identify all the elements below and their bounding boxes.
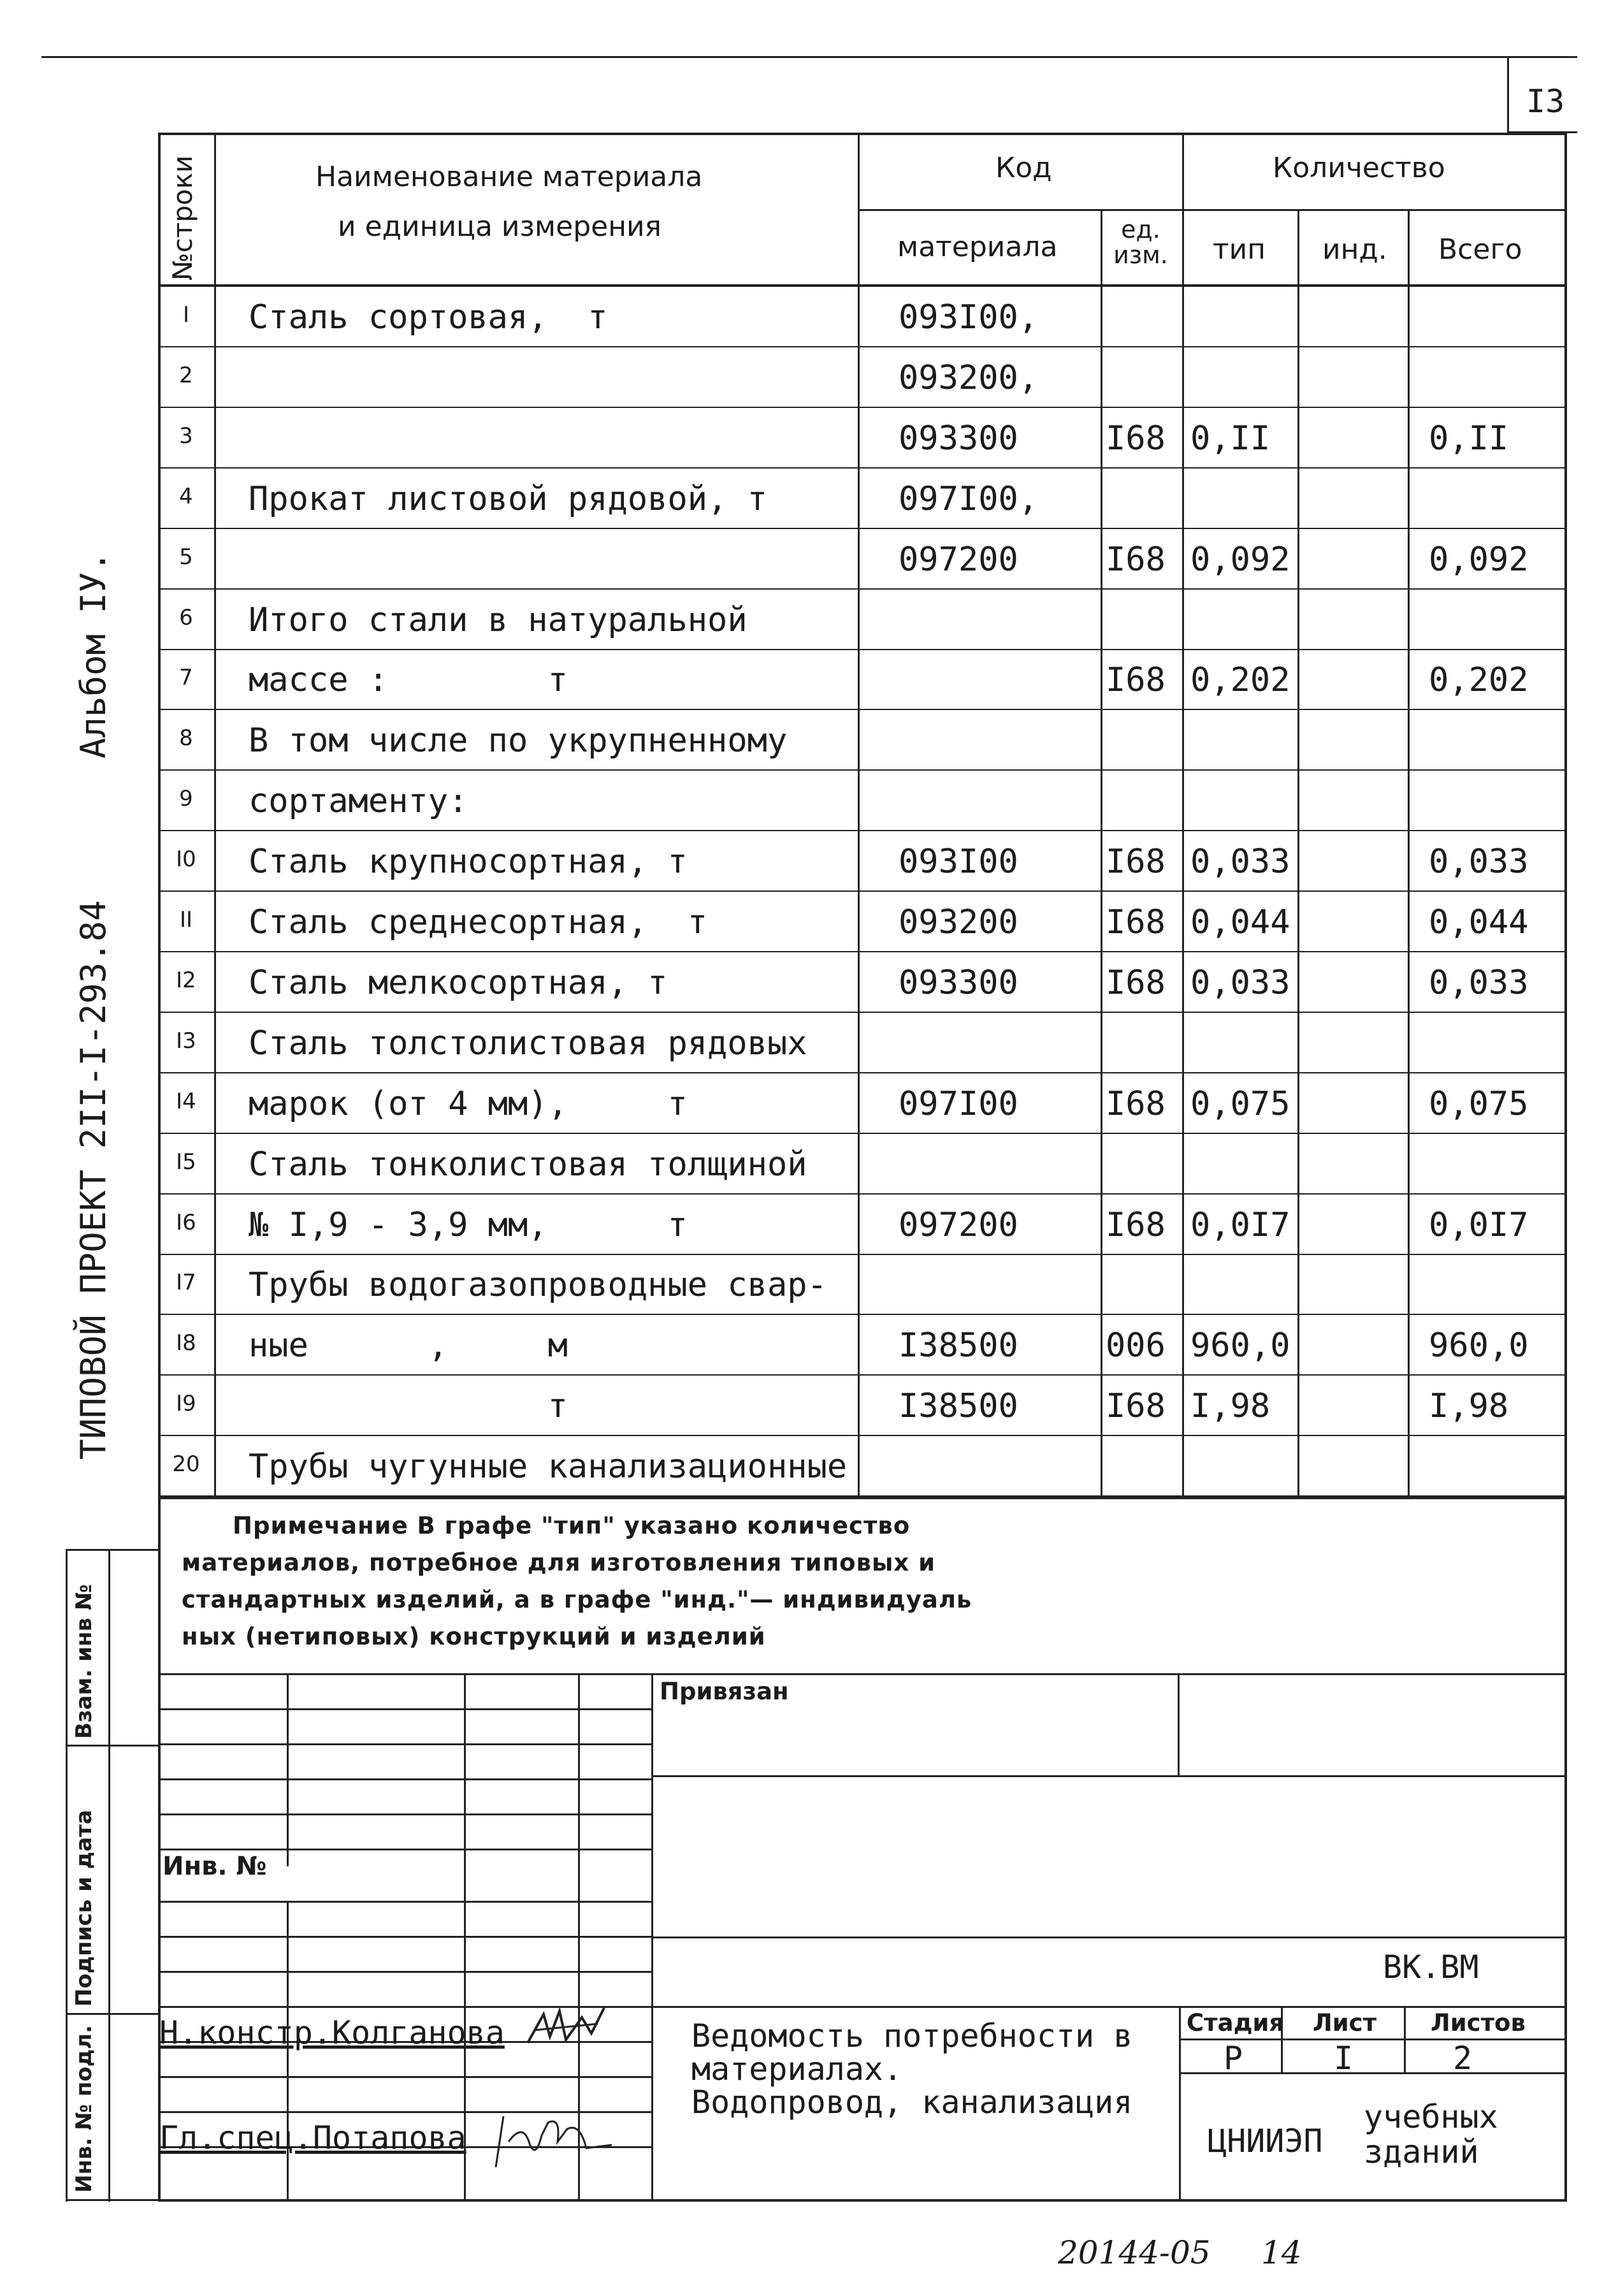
cell-typ: 0,0I7 bbox=[1190, 1206, 1290, 1244]
role-chief-specialist: Гл.спец.Потапова bbox=[159, 2119, 466, 2156]
tb-top bbox=[158, 1673, 1567, 1675]
col-line-material bbox=[1101, 210, 1102, 1499]
ind-subheader: инд. bbox=[1322, 233, 1387, 266]
cell-name: Сталь сортовая, т bbox=[249, 298, 608, 337]
cell-name: Сталь среднесортная, т bbox=[249, 903, 708, 941]
cell-name: Сталь мелкосортная, т bbox=[249, 964, 668, 1002]
cell-name: Трубы чугунные канализационные bbox=[249, 1448, 848, 1486]
cell-n: I7 bbox=[176, 1270, 196, 1295]
org-name: ЦНИИЭП bbox=[1208, 2123, 1323, 2160]
cell-n: 9 bbox=[179, 786, 193, 811]
cell-name: Сталь толстолистовая рядовых bbox=[249, 1024, 807, 1063]
cell-total: 0,202 bbox=[1429, 661, 1529, 699]
cell-code: 093200, bbox=[899, 359, 1039, 397]
material-subheader: материала bbox=[897, 231, 1058, 263]
row-rule bbox=[158, 890, 1567, 892]
cell-code: 097200 bbox=[899, 541, 1018, 579]
header-bottom-rule bbox=[158, 284, 1567, 287]
cell-name: Итого стали в натуральной bbox=[249, 601, 748, 639]
cell-typ: 0,092 bbox=[1190, 541, 1290, 579]
cell-unit: I68 bbox=[1106, 903, 1166, 941]
row-rule bbox=[158, 830, 1567, 831]
row-rule bbox=[158, 1012, 1567, 1013]
cell-typ: 0,033 bbox=[1190, 964, 1290, 1002]
row-rule bbox=[158, 951, 1567, 952]
role-norm-control: Н.констр.Колганова bbox=[159, 2014, 505, 2051]
frame-bottom bbox=[158, 2199, 1567, 2202]
cell-total: 0,033 bbox=[1429, 964, 1529, 1002]
cell-total: 960,0 bbox=[1429, 1326, 1529, 1365]
tb-h3 bbox=[158, 1778, 653, 1780]
col-line-unit bbox=[1182, 133, 1184, 1499]
page-number: I3 bbox=[1526, 83, 1565, 120]
tb-h6 bbox=[158, 1901, 653, 1903]
cell-typ: 0,II bbox=[1190, 419, 1271, 458]
cell-name: марок (от 4 мм), т bbox=[249, 1085, 688, 1123]
tb-h4 bbox=[158, 1813, 653, 1815]
type-subheader: тип bbox=[1213, 233, 1266, 266]
side-project-label: ТИПОВОЙ ПРОЕКТ 2II-I-293.84 bbox=[73, 900, 113, 1460]
signature-potapova bbox=[491, 2103, 618, 2174]
cell-name: сортаменту: bbox=[249, 782, 468, 820]
doc-title-2: материалах. bbox=[691, 2051, 903, 2088]
unit-subheader: ед. изм. bbox=[1113, 215, 1168, 269]
cell-code: 093300 bbox=[899, 419, 1018, 458]
note-line-3: стандартных изделий, а в графе "инд."— индивидуаль bbox=[182, 1586, 972, 1613]
tb-v5 bbox=[1178, 1673, 1180, 1776]
cell-code: 093I00 bbox=[899, 843, 1018, 881]
cell-unit: I68 bbox=[1106, 843, 1166, 881]
cell-typ: I,98 bbox=[1190, 1387, 1271, 1425]
note-line-1: Примечание В графе "тип" указано количество bbox=[233, 1512, 911, 1539]
doc-title-3: Водопровод, канализация bbox=[691, 2084, 1133, 2121]
cell-n: I0 bbox=[176, 846, 196, 872]
row-rule bbox=[158, 1314, 1567, 1315]
code-header: Код bbox=[995, 152, 1052, 184]
cell-n: I6 bbox=[176, 1210, 196, 1235]
cell-typ: 0,033 bbox=[1190, 843, 1290, 881]
tb-h11 bbox=[158, 2076, 653, 2078]
row-rule bbox=[158, 588, 1567, 590]
tb-h1 bbox=[158, 1708, 653, 1710]
cell-n: II bbox=[179, 907, 193, 933]
margin-sep-1 bbox=[66, 1745, 159, 1747]
cell-unit: I68 bbox=[1106, 1387, 1166, 1425]
row-rule bbox=[158, 649, 1567, 650]
row-rule bbox=[158, 1374, 1567, 1376]
note-line-4: ных (нетиповых) конструкций и изделий bbox=[182, 1623, 766, 1650]
cell-n: 2 bbox=[179, 363, 193, 388]
stage-header: Стадия bbox=[1187, 2009, 1285, 2037]
doc-code: ВК.ВМ bbox=[1383, 1949, 1479, 1986]
cell-unit: I68 bbox=[1106, 1206, 1166, 1244]
cell-typ: 0,202 bbox=[1190, 661, 1290, 699]
doc-title-1: Ведомость потребности в bbox=[691, 2017, 1133, 2054]
margin-left bbox=[66, 1549, 68, 2202]
cell-total: I,98 bbox=[1429, 1387, 1509, 1425]
cell-typ: 0,044 bbox=[1190, 903, 1290, 941]
row-rule bbox=[158, 1193, 1567, 1195]
cell-n: I9 bbox=[176, 1391, 196, 1416]
cell-total: 0,033 bbox=[1429, 843, 1529, 881]
cell-name: № I,9 - 3,9 мм, т bbox=[249, 1206, 688, 1244]
tb-h-right-2 bbox=[651, 1936, 1567, 1938]
vzam-label: Взам. инв № bbox=[71, 1584, 97, 1739]
page-number-box-left bbox=[1507, 56, 1509, 131]
cell-n: 4 bbox=[179, 484, 193, 509]
tb-h7 bbox=[158, 1936, 653, 1938]
row-rule bbox=[158, 528, 1567, 529]
cell-code: 097I00 bbox=[899, 1085, 1018, 1123]
cell-total: 0,II bbox=[1429, 419, 1509, 458]
sheets-header: Листов bbox=[1431, 2009, 1526, 2037]
cell-n: 3 bbox=[179, 423, 193, 449]
cell-n: I8 bbox=[176, 1330, 196, 1356]
margin-bottom bbox=[66, 2199, 159, 2201]
row-rule bbox=[158, 1254, 1567, 1255]
tb-h8 bbox=[158, 1971, 653, 1973]
signature-kolganova bbox=[521, 2002, 610, 2053]
sheet-header: Лист bbox=[1313, 2009, 1377, 2037]
stage-value: Р bbox=[1224, 2040, 1243, 2077]
cell-n: I3 bbox=[176, 1028, 196, 1054]
cell-code: I38500 bbox=[899, 1387, 1018, 1425]
cell-code: 097200 bbox=[899, 1206, 1018, 1244]
cell-name: массе : т bbox=[249, 661, 568, 699]
cell-total: 0,0I7 bbox=[1429, 1206, 1529, 1244]
tb-h2 bbox=[158, 1743, 653, 1745]
cell-code: 093I00, bbox=[899, 298, 1039, 337]
cell-unit: I68 bbox=[1106, 541, 1166, 579]
row-rule bbox=[158, 1072, 1567, 1073]
cell-total: 0,075 bbox=[1429, 1085, 1529, 1123]
table-bottom-rule bbox=[158, 1497, 1567, 1499]
margin-sep-2 bbox=[66, 2013, 159, 2015]
row-rule bbox=[158, 1133, 1567, 1134]
cell-n: I bbox=[182, 302, 190, 328]
margin-top bbox=[66, 1549, 159, 1551]
cell-name: В том числе по укрупненному bbox=[249, 722, 788, 760]
total-subheader: Всего bbox=[1438, 233, 1522, 266]
cell-unit: I68 bbox=[1106, 1085, 1166, 1123]
tb-h-right-3 bbox=[651, 2006, 1567, 2008]
sheet-value: I bbox=[1334, 2040, 1354, 2077]
inv-label: Инв. № подл. bbox=[71, 2024, 97, 2193]
cell-unit: I68 bbox=[1106, 419, 1166, 458]
tb-h-right-1 bbox=[651, 1775, 1567, 1777]
margin-split bbox=[108, 1549, 110, 2202]
note-line-2: материалов, потребное для изготовления типовых и bbox=[182, 1549, 936, 1576]
footer-handwritten: 20144-05 14 bbox=[1058, 2234, 1302, 2271]
cell-n: 5 bbox=[179, 544, 193, 570]
cell-code: 093300 bbox=[899, 964, 1018, 1002]
org-sub-1: учебных bbox=[1364, 2098, 1498, 2135]
rownum-header: №строки bbox=[167, 155, 198, 280]
cell-total: 0,044 bbox=[1429, 903, 1529, 941]
side-album-label: Альбом IУ. bbox=[73, 551, 113, 759]
top-rule bbox=[41, 56, 1577, 58]
cell-code: 093200 bbox=[899, 903, 1018, 941]
cell-name: т bbox=[249, 1387, 568, 1425]
name-header-2: и единица измерения bbox=[338, 210, 662, 243]
cell-name: Сталь крупносортная, т bbox=[249, 843, 688, 881]
col-line-name bbox=[858, 133, 860, 1499]
name-header-1: Наименование материала bbox=[315, 161, 703, 193]
cell-unit: 006 bbox=[1106, 1326, 1166, 1365]
podpis-label: Подпись и дата bbox=[71, 1810, 97, 2007]
row-rule bbox=[158, 346, 1567, 347]
frame-left bbox=[158, 133, 161, 2201]
tb-stage-left bbox=[1179, 2006, 1181, 2200]
cell-n: 7 bbox=[179, 665, 193, 690]
col-line-ind bbox=[1408, 210, 1410, 1499]
cell-total: 0,092 bbox=[1429, 541, 1529, 579]
row-rule bbox=[158, 1435, 1567, 1436]
qty-header: Количество bbox=[1273, 152, 1445, 184]
inv-no-label: Инв. № bbox=[163, 1852, 267, 1881]
col-line-type bbox=[1297, 210, 1299, 1499]
row-rule bbox=[158, 407, 1567, 408]
row-rule bbox=[158, 467, 1567, 469]
cell-name: Трубы водогазопроводные свар- bbox=[249, 1266, 827, 1304]
org-sub-2: зданий bbox=[1364, 2133, 1479, 2170]
cell-name: Прокат листовой рядовой, т bbox=[249, 480, 767, 518]
cell-n: 20 bbox=[172, 1451, 200, 1477]
cell-typ: 0,075 bbox=[1190, 1085, 1290, 1123]
cell-n: 8 bbox=[179, 725, 193, 751]
sheets-value: 2 bbox=[1453, 2040, 1473, 2077]
cell-n: I2 bbox=[176, 968, 196, 993]
col-line-rownum bbox=[214, 133, 216, 1499]
cell-name: Сталь тонколистовая толщиной bbox=[249, 1145, 807, 1184]
frame-right bbox=[1564, 133, 1567, 2201]
tb-v1 bbox=[287, 1673, 289, 1866]
cell-typ: 960,0 bbox=[1190, 1326, 1290, 1365]
cell-name: ные , м bbox=[249, 1326, 568, 1365]
privyazan-label: Привязан bbox=[660, 1678, 789, 1705]
row-rule bbox=[158, 709, 1567, 710]
row-rule bbox=[158, 769, 1567, 771]
cell-n: 6 bbox=[179, 605, 193, 630]
header-sub-rule bbox=[858, 209, 1565, 211]
cell-code: 097I00, bbox=[899, 480, 1039, 518]
cell-n: I5 bbox=[176, 1149, 196, 1175]
cell-unit: I68 bbox=[1106, 964, 1166, 1002]
cell-code: I38500 bbox=[899, 1326, 1018, 1365]
cell-unit: I68 bbox=[1106, 661, 1166, 699]
tb-h5 bbox=[158, 1849, 653, 1850]
frame-top bbox=[158, 133, 1567, 135]
cell-n: I4 bbox=[176, 1089, 196, 1114]
